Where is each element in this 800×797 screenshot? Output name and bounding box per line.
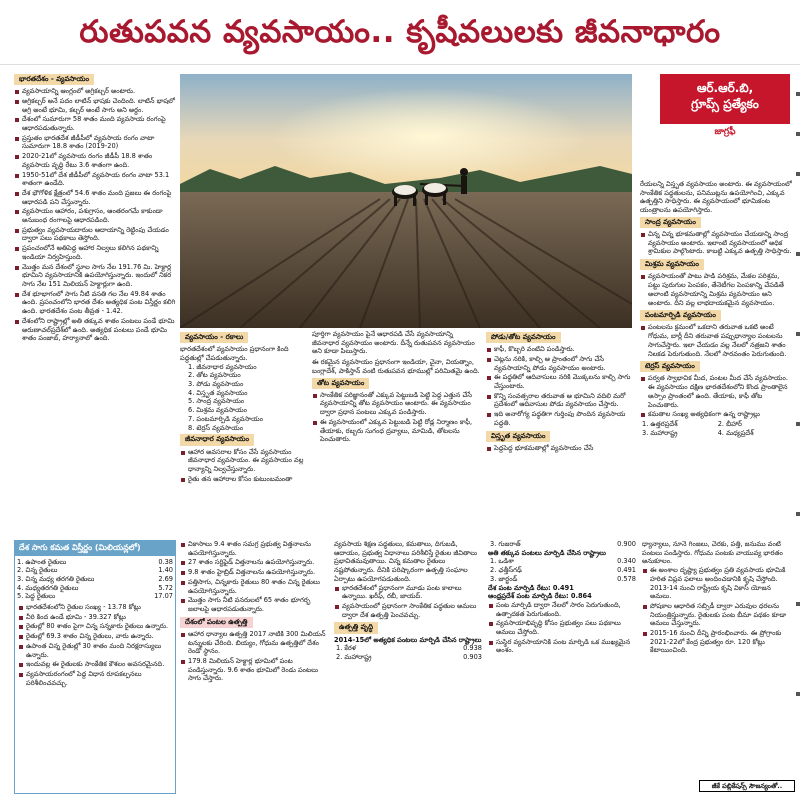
bottom-col-4 xyxy=(488,540,638,794)
edge-dot xyxy=(796,332,800,336)
bullet-list xyxy=(640,272,792,307)
row-label: 1. ఒడిశా xyxy=(490,557,514,566)
list-item: 8. టెర్రస్ వ్యవసాయం xyxy=(188,423,244,432)
subject-label: జాగ్రఫీ xyxy=(714,127,736,137)
section-heading: టెర్రస్ వ్యవసాయం xyxy=(640,361,700,372)
list-item: రైతు తన ఆహారాల కోసం కుటుంబమంతా xyxy=(180,475,308,484)
section-heading: విస్తృత వ్యవసాయం xyxy=(486,431,550,442)
list-item: ఈ పద్ధతిలో ఆదివాసులు నరికి మొక్కలను కాల్చి సాగు చేస్తుంటారు. xyxy=(486,373,636,390)
bullet-list xyxy=(180,540,330,614)
right-column xyxy=(640,180,792,535)
table-row xyxy=(488,557,638,566)
list-item: పంటలను క్రమంలో ఒకదాని తరువాత ఒకటి అంటే గోధుమ, బార్లీ దీని తరువాత పప్పుధాన్యాల పంటలను సాగుచేస్తారు. ఇలా చేయడం వల్ల నేలలో నత్రజని శాతం నిలకడ పెరుగుతుంది. నేలలో సారవంతం పెరుగుతుంది. xyxy=(640,323,792,358)
list-item: 1950-51లో దేశ జీడీపీలో వ్యవసాయ రంగం వాటా 53.1 శాతంగా ఉండేది. xyxy=(14,171,176,188)
list-item: ఆహార అవసరాల కోసం చేసే వ్యవసాయం జీవనాధార వ్యవసాయం. ఈ వ్యవసాయం వల్ల ధాన్యాన్ని నిల్వచేస్తున్నారు. xyxy=(180,448,308,474)
section-heading: జీవనాధార వ్యవసాయం xyxy=(180,434,254,445)
list-item: ఈ అంశాల దృష్ట్యా ప్రభుత్వం ప్రతి వ్యవసాయ భూమికి హరిత విప్లవ ఫలాలు అందించడానికి కృషి చేస్తోంది. 2013-14 నుంచి రాష్ట్రీయ కృషి వికాస్ యోజన అమలు. xyxy=(642,566,792,601)
para: పూర్తిగా వ్యవసాయం పైనే ఆధారపడి చేసే వ్యవసాయాన్ని జీవనాధార వ్యవసాయం అంటారు. దీన్నే రుతుపవన వ్యవసాయం అని కూడా పిలుస్తారు. xyxy=(312,330,475,356)
list-item: ఇది అనారోగ్య పద్ధతిగా గుర్తింపు పొందిన వ్యవసాయ పద్ధతి. xyxy=(486,410,636,427)
list-item: 4. విస్తృత వ్యవసాయం xyxy=(188,388,248,397)
list-item: పెద్దపెద్ద భూకమతాల్లో వ్యవసాయం చేసే xyxy=(486,444,636,453)
list-item: ప్రభుత్వం వ్యవసాయదారుల ఆదాయాన్ని రెట్టింపు చేయడం ద్వారా పలు పథకాలు తెస్తోంది. xyxy=(14,226,176,243)
types-intro: భారతదేశంలో వ్యవసాయం ప్రధానంగా కింది పద్ధతుల్లో చేపడుతున్నారు. xyxy=(180,345,289,362)
list-item: వ్యవసాయరంగంలో పెద్ద విధాన రూపకల్పనలు పరిశీలించవచ్చు. xyxy=(18,670,172,687)
list-item: 27 శాతం సర్టిఫైడ్ విత్తనాలను ఉపయోగిస్తున్నారు. xyxy=(180,558,330,567)
row-value: 2.69 xyxy=(158,574,173,583)
list-item: ఆహార ధాన్యాల ఉత్పత్తి 2017 నాటికి 300 మిలియన్ టన్నులకు చేరింది. బియ్యం, గోధుమ ఉత్పత్తిలో దేశం రెండో స్థానం. xyxy=(180,630,330,656)
list-item: రైతుల్లో 69.3 శాతం చిన్న రైతులు, వారు ఉన్నారు. xyxy=(18,632,172,641)
row-label: 2. మహారాష్ట్ర xyxy=(336,652,372,661)
list-item: చెట్లను నరికి, కాల్చి ఆ ప్రాంతంలో సాగు చేసే వ్యవసాయాన్ని పోడు వ్యవసాయం అంటారు. xyxy=(486,355,636,372)
list-item: 179.8 మిలియన్ హెక్టార్ల భూమిలో పంట పండిస్తున్నారు. 9.6 శాతం భూమిలో రెండు పంటలు సాగు చేస్తారు. xyxy=(180,657,330,683)
list-item: భారతదేశంలో ప్రధానంగా మూడు పంట కాలాలు ఉన్నాయి. ఖరీఫ్, రబీ, జాయద్. xyxy=(334,584,484,601)
sub-heading: అతి తక్కువ పంటలు మార్పిడి చేసిన రాష్ట్రాలు xyxy=(488,548,606,557)
row-label: 5. పెద్ద రైతులు xyxy=(17,592,56,601)
shifting-column xyxy=(486,330,636,535)
list-item: 2. తోట వ్యవసాయం xyxy=(188,371,241,380)
state-cell: 1. ఉత్తరప్రదేశ్ xyxy=(642,420,678,428)
list-item: 9.8 శాతం హైబ్రిడ్ విత్తనాలను ఉపయోగిస్తున్నారు. xyxy=(180,568,330,577)
list-item: పోషకాల ఆధారిత సబ్సిడీ ద్వారా ఎరువుల ధరలను నియంత్రిస్తున్నారు. రైతులకు పంట బీమా పథకం కూడా అమలు చేస్తున్నారు. xyxy=(642,602,792,628)
table-row xyxy=(15,575,175,584)
row-value: 0.491 xyxy=(617,566,636,575)
list-item: పర్వత స్వాభావిక మీద, పంటల మీద చేసే వ్యవసాయం. ఈ వ్యవసాయం దక్షిణ భారతదేశంలోని కొండ ప్రాంతాలైన అస్సాం ప్రాంతంలో ఉంది. తేయాకు, కాఫీ తోట పెంచుతారు. xyxy=(640,374,792,409)
para: వ్యవసాయ శిక్షణ పద్ధతులు, కమతాలు, దిగుబడి, ఆదాయం, ప్రభుత్వ విధానాలు పరిశీలిస్తే రైతుల జీవితాలు ప్రభావితమవుతాయి. చిన్న కమతాల రైతులు నష్టపోతున్నారు. దీనికి పరిష్కారంగా ఉత్పత్తి సంఘాల ఏర్పాటు ఉపయోగపడుతుంది. xyxy=(334,540,478,583)
publisher-credit: జీకే పబ్లికేషన్స్ సౌజన్యంతో.. xyxy=(699,780,795,792)
row-value: 0.38 xyxy=(158,557,173,566)
types-list xyxy=(180,363,308,433)
list-item: వికాసాలు 9.4 శాతం సమగ్ర ప్రభుత్వ విత్తనాలను ఉపయోగిస్తున్నారు. xyxy=(180,540,330,557)
list-item: 5. సాంద్ర వ్యవసాయం xyxy=(188,397,245,406)
row-value: 5.72 xyxy=(158,583,173,592)
crop-rotation-table xyxy=(488,540,638,549)
list-item: దేశ భూభాగంలో సాగు నీటి వసతి గల నేల 49.84 శాతం ఉంది. ప్రపంచంలోని భారత దేశం అత్యధిక పంట విస్తీర్ణం కలిగి ఉంది. భారతదేశం పంట తీవ్రత - 1.42. xyxy=(14,290,176,316)
states-table xyxy=(640,420,792,437)
table-row xyxy=(488,540,638,549)
landholding-box xyxy=(14,540,176,794)
list-item: మొత్తం సాగు నీటి వనరులలో 65 శాతం భూగర్భ జలాలపై ఆధారపడుతున్నారు. xyxy=(180,596,330,613)
list-item: వీరి కింద ఉండే భూమి - 39.327 కోట్లు xyxy=(18,613,172,622)
row-value: 1.40 xyxy=(158,566,173,575)
bullet-list xyxy=(334,584,484,620)
section-heading: తోట వ్యవసాయం xyxy=(312,378,369,389)
list-item: వ్యవసాయాభివృద్ధి కోసం ప్రభుత్వం పలు పథకాలు అమలు చేస్తోంది. xyxy=(488,619,638,636)
list-item: భారతదేశంలోని రైతుల సంఖ్య - 13.78 కోట్లు xyxy=(18,603,172,612)
bullet-list xyxy=(486,444,636,453)
bullet-list xyxy=(312,391,482,444)
page-title: రుతుపవన వ్యవసాయం.. కృషీవలులకు జీవనాధారం xyxy=(79,14,721,50)
left-column xyxy=(14,72,176,534)
edge-dot xyxy=(796,422,800,426)
list-item: కమతాల సంఖ్య అత్యధికంగా ఉన్న రాష్ట్రాల్లు xyxy=(640,410,792,419)
section-heading: భారతదేశం - వ్యవసాయం xyxy=(14,74,94,85)
row-value: 0.938 xyxy=(463,644,482,653)
row-label: 3. జార్ఖండ్ xyxy=(490,574,518,583)
para: ఈ రకమైన వ్యవసాయం ప్రధానంగా ఇండియా, చైనా, వియత్నాం, బంగ్లాదేశ్, పాకిస్తాన్ వంటి రుతుపవన భూముల్లో పరిమితమై ఉంది. xyxy=(312,358,480,375)
bullet-list xyxy=(15,603,175,687)
byline-box xyxy=(640,72,790,180)
row-value: 17.07 xyxy=(154,592,173,601)
list-item: రైతుల్లో 80 శాతం పైగా చిన్న సన్నకారు రైతులు ఉన్నారు. xyxy=(18,622,172,631)
section-heading: ఉత్పత్తి వృద్ధి xyxy=(334,622,378,633)
rate-line: ఆంధ్రప్రదేశ్ పంట మార్పిడి రేటు: 0.864 xyxy=(488,592,592,601)
list-item: దేశంలోని రాష్ట్రాల్లో అతి తక్కువ శాతం పంటలు పండే భూమి అరుణాచల్‌ప్రదేశ్‌లో ఉంది. అత్యధిక పంటలు పండే భూమి శాతం పంజాబ్, హర్యానాలో ఉంది. xyxy=(14,317,176,343)
list-item: 2015-16 నుంచి దీన్ని ప్రారంభించారు. ఈ ప్రోగ్రాంకు 2021-22లో కేంద్ర ప్రభుత్వం రూ. 120 కోట్లు కేటాయించింది. xyxy=(642,629,792,655)
types-column xyxy=(180,330,308,535)
list-item: ప్రపంచంలోనే అతిపెద్ద ఆహార నిల్వలు కలిగిన పథకాన్ని ఇండియా నిర్వహిస్తుంది. xyxy=(14,244,176,261)
crop-rotation-table xyxy=(488,557,638,583)
list-item: 2020-21లో వ్యవసాయ రంగం జీడీపీ 18.8 శాతం వ్యవసాయ వృద్ధి రేటు 3.6 శాతంగా ఉంది. xyxy=(14,152,176,169)
list-item: అగ్రికల్చర్ అనే పదం లాటిన్ భాషకు చెందింది. లాటిన్ భాషలో అగ్రి అంటే భూమి, కల్చర్ అంటే సాగు అని అర్థం. xyxy=(14,97,176,114)
rate-line: దేశ పంట మార్పిడి రేటు: 0.491 xyxy=(488,583,574,592)
landholding-table xyxy=(15,558,175,602)
edge-dot xyxy=(796,252,800,256)
bullet-list xyxy=(14,87,176,343)
table-row xyxy=(15,584,175,593)
list-item: ప్రస్తుతం భారతదేశ జీడీపీలో వ్యవసాయ రంగం వాటా సుమారుగా 18.8 శాతం (2019-20) xyxy=(14,134,176,151)
section-heading: దేశంలో పంటల ఉత్పత్తి xyxy=(180,617,253,628)
list-item: ఉపాంత చిన్న రైతుల్లో 30 శాతం మంది నిరక్షరాస్యులు ఉన్నారు. xyxy=(18,642,172,659)
bullet-list xyxy=(180,448,308,484)
section-heading: పంటమార్పిడి వ్యవసాయం xyxy=(640,310,721,321)
list-item: సాంకేతిక పరిజ్ఞానంతో ఎక్కువ పెట్టుబడి పెట్టి పెద్ద ఎత్తున చేసే వ్యవసాయాన్ని తోట వ్యవసాయం అంటారు. ఈ వ్యవసాయం ద్వారా ప్రధాన పంటలు ఎక్కువ పండిస్తారు. xyxy=(312,391,482,417)
row-label: 3. గుజరాత్ xyxy=(490,540,521,548)
plantation-column xyxy=(312,330,482,535)
state-cell: 2. బీహార్ xyxy=(717,420,742,428)
list-item: వ్యవసాయాన్ని ఆంగ్లంలో అగ్రికల్చర్ అంటారు. xyxy=(14,87,176,96)
bullet-list xyxy=(640,323,792,358)
bullet-list xyxy=(488,601,638,655)
table-row xyxy=(334,644,484,653)
list-item: ఈ వ్యవసాయంలో ఎక్కువ పెట్టుబడి పెట్టి రోడ్ల నిర్మాణం కాఫీ, తేయాకు, రబ్బరు సుగంధ ద్రవ్యాలు, మామిడి, తోటలను పెంచుతారు. xyxy=(312,418,482,444)
edge-dot xyxy=(796,602,800,606)
state-cell: 3. మహారాష్ట్ర xyxy=(642,428,678,437)
edge-dot xyxy=(796,692,800,696)
para: ధ్యాన్యాలు, నూనె గింజలు, చెరకు, పత్తి, జనుము వంటి పంటలు పండిస్తారు. గోధుమ పంటకు వాయువ్య భారతం అనుకూలం. xyxy=(642,540,783,566)
bottom-col-2 xyxy=(180,540,330,794)
row-value: 0.340 xyxy=(617,557,636,566)
edge-dot xyxy=(796,132,800,136)
sub-heading: 2014-15లో అత్యధిక పంటలు మార్పిడి చేసిన రాష్ట్రాలు xyxy=(334,635,482,644)
list-item: 1. జీవనాధార వ్యవసాయం xyxy=(188,362,257,371)
row-label: 1. ఉపాంత రైతులు xyxy=(17,557,67,566)
list-item: పత్తిసాగు, చిన్నకారు రైతులు 80 శాతం చిన్న రైతులు ఉపయోగిస్తున్నారు. xyxy=(180,578,330,595)
bottom-col-5 xyxy=(642,540,792,776)
table-row xyxy=(15,566,175,575)
field-photo xyxy=(180,74,632,328)
table-row xyxy=(488,566,638,575)
badge-line-1: ఆర్.ఆర్.బి, xyxy=(696,81,754,95)
divider xyxy=(0,64,800,70)
bullet-list xyxy=(486,345,636,427)
bullet-list xyxy=(640,230,792,256)
section-heading: మిశ్రమ వ్యవసాయం xyxy=(640,259,704,270)
list-item: మొత్తం మన దేశంలో స్థూల సాగు నేల 191.76 మి. హెక్టార్ల భూమిని వ్యవసాయానికి ఉపయోగిస్తున్నారు. ఇందులో నికర సాగు నేల 151 మిలియన్ హెక్టార్లుగా ఉంది. xyxy=(14,263,176,289)
list-item: 7. పంటమార్పిడి వ్యవసాయం xyxy=(188,414,263,423)
row-label: 1. కేరళ xyxy=(336,644,356,653)
page-edge-bullets xyxy=(796,70,800,797)
ploughing-photo-illustration xyxy=(180,74,632,328)
list-item: పంట మార్పిడి ద్వారా నేలలో సారం పెరుగుతుంది, ఉత్పాదకత పెరుగుతుంది. xyxy=(488,601,638,618)
row-label: 2. ఛత్తీస్‌గఢ్ xyxy=(490,566,522,575)
edge-dot xyxy=(796,172,800,176)
list-item: దేశంలో సుమారుగా 58 శాతం మంది వ్యవసాయ రంగంపై ఆధారపడుతున్నారు. xyxy=(14,115,176,132)
bullet-list xyxy=(642,566,792,655)
section-heading: పోడు/తోట వ్యవసాయం xyxy=(486,332,561,343)
section-heading: వ్యవసాయం - రకాలు xyxy=(180,332,248,343)
intro-text: రేయలన్ని విస్తృత వ్యవసాయం అంటారు. ఈ వ్యవసాయంలో సాంకేతిక పద్ధతులను, పనిముట్లను ఉపయోగించి, ఎక్కువ ఉత్పత్తిని సాధిస్తారు. ఈ వ్యవసాయంలో భూమికంట యంత్రాలను ఉపయోగిస్తారు. xyxy=(640,180,792,215)
row-value: 0.578 xyxy=(617,574,636,583)
edge-dot xyxy=(796,512,800,516)
list-item: కొన్ని సంవత్సరాల తరువాత ఆ భూమిని వదిలి మరో ప్రదేశంలో ఆదివాసుల పోడు వ్యవసాయం చేస్తారు. xyxy=(486,392,636,409)
edge-dot xyxy=(796,92,800,96)
list-item: వ్యవసాయంతో పాటు పాడి పరిశ్రమ, మేకల పరిశ్రమ, పట్టు పురుగుల పెంపకం, తేనెటీగల పెంపకాన్ని చేపడితే అలాంటి వ్యవసాయాన్ని మిశ్రమ వ్యవసాయం అని అంటారు. దీని వల్ల లాభదాయకమైన వ్యవసాయం. xyxy=(640,272,792,307)
list-item: 3. పోడు వ్యవసాయం xyxy=(188,380,244,389)
list-item: దేశ భౌగోళిక క్షేత్రంలో 54.6 శాతం మంది ప్రజలు ఈ రంగంపై ఆధారపడి పని చేస్తున్నారు. xyxy=(14,189,176,206)
row-value: 0.900 xyxy=(617,540,636,548)
table-row xyxy=(15,558,175,567)
bullet-list xyxy=(640,374,792,419)
list-item: ఇందువల్ల ఈ రైతులకు సాంకేతిక కౌశలం అవసరమైనది. xyxy=(18,660,172,669)
crop-rotation-table xyxy=(334,644,484,661)
list-item: వ్యవసాయంలో ప్రధానంగా సాంకేతిక పద్ధతుల అమలు ద్వారా దేశ ఉత్పత్తి పెంచవచ్చు. xyxy=(334,602,484,619)
exam-badge xyxy=(660,74,790,124)
table-row xyxy=(334,653,484,662)
table-row xyxy=(15,592,175,601)
box-heading: దేశ సాగు కమత విస్తీర్ణం (మిలియన్లలో) xyxy=(15,541,175,556)
bottom-col-3 xyxy=(334,540,484,794)
list-item: సుస్థిర వ్యవసాయానికి పంట మార్పిడి ఒక ముఖ్యమైన అంశం. xyxy=(488,638,638,655)
list-item: వ్యవసాయం ఆహారం, పశుగ్రాసం, ఆంతరంగమే కాకుండా అనుబంధ రంగాలపై ఆధారపడింది. xyxy=(14,207,176,224)
row-label: 3. చిన్న మధ్య తరగతి రైతులు xyxy=(17,574,95,583)
badge-line-2: గ్రూప్స్ ప్రత్యేకం xyxy=(691,97,759,112)
row-label: 4. మధ్యతరగతి రైతులు xyxy=(17,583,79,592)
list-item: చిన్న చిన్న భూకమతాల్లో వ్యవసాయం చేయడాన్ని సాంద్ర వ్యవసాయం అంటారు. ఇలాంటి వ్యవసాయంలో అధిక శ్రామికుల పాల్గొంటారు. కాబట్టి ఎక్కువ ఉత్పత్తి సాధిస్తారు. xyxy=(640,230,792,256)
row-label: 2. చిన్న రైతులు xyxy=(17,566,58,575)
state-cell: 4. మధ్యప్రదేశ్ xyxy=(717,428,754,437)
row-value: 0.903 xyxy=(463,652,482,661)
bullet-list xyxy=(180,630,330,683)
table-row xyxy=(488,575,638,584)
list-item: 6. మిశ్రమ వ్యవసాయం xyxy=(188,406,248,415)
list-item: కాఫీ, కొబ్బరి వంటివి పండిస్తారు. xyxy=(486,345,636,354)
section-heading: సాంద్ర వ్యవసాయం xyxy=(640,217,701,228)
